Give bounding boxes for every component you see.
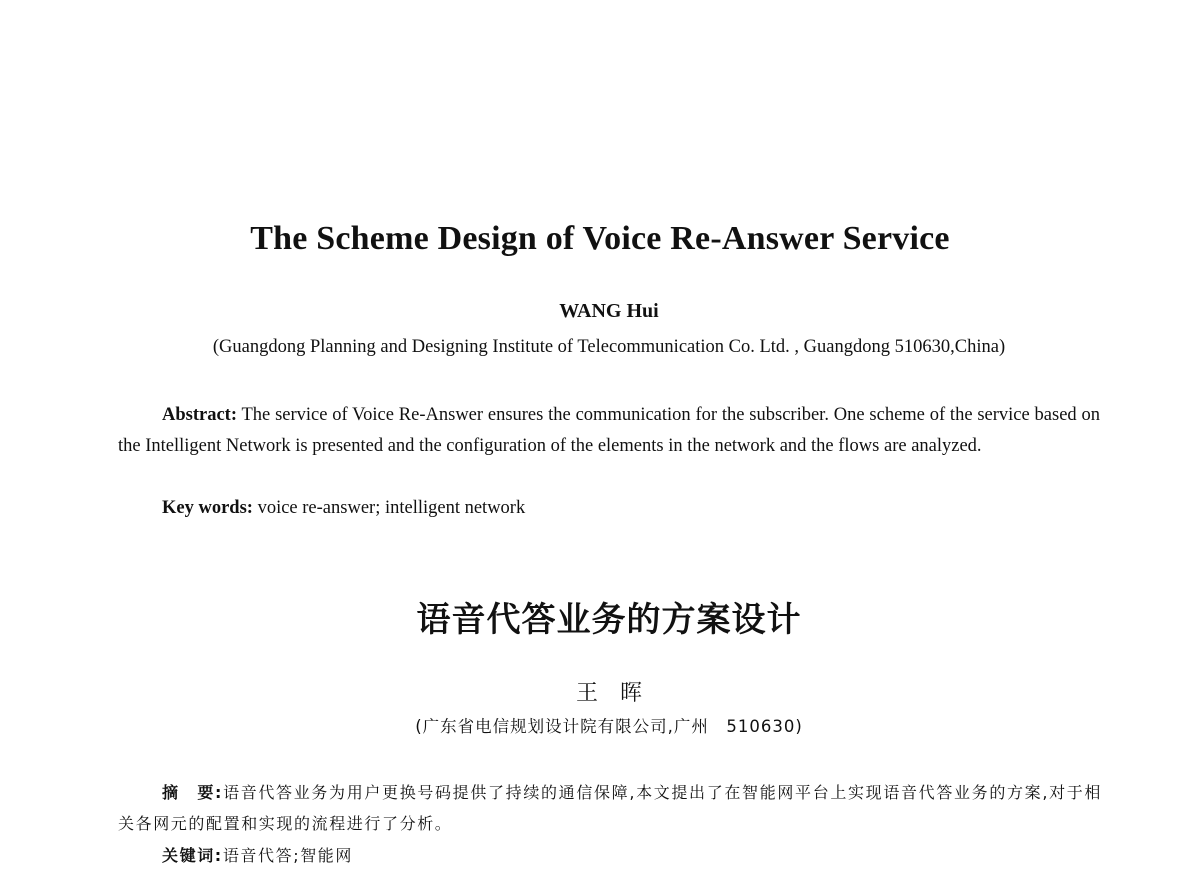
chinese-keywords-text: 语音代答;智能网: [222, 846, 354, 865]
chinese-abstract: [118, 777, 1102, 839]
chinese-author: 王 晖: [575, 681, 642, 706]
english-abstract-label: Abstract:: [162, 405, 238, 425]
chinese-title: 语音代答业务的方案设计: [416, 600, 802, 640]
chinese-abstract-text: 语音代答业务为用户更换号码提供了持续的通信保障,本文提出了在智能网平台上实现语音代答业务的方案,对于相关各网元的配置和实现的流程进行了分析。: [118, 783, 1102, 833]
english-keywords: [162, 493, 1062, 524]
english-affiliation: (Guangdong Planning and Designing Institute of Telecommunication Co. Ltd. , Guangdong 510630,China): [212, 337, 1006, 357]
chinese-keywords-label: 关键词:: [162, 846, 223, 865]
chinese-affiliation: (广东省电信规划设计院有限公司,广州 510630): [415, 717, 803, 736]
english-title: The Scheme Design of Voice Re-Answer Service: [250, 220, 950, 257]
chinese-keywords: [162, 840, 962, 871]
english-keywords-text: voice re-answer; intelligent network: [252, 498, 526, 518]
english-keywords-label: Key words:: [162, 498, 253, 518]
chinese-abstract-label: 摘 要:: [162, 783, 223, 802]
english-abstract: [118, 400, 1100, 462]
english-author: WANG Hui: [559, 300, 659, 322]
english-abstract-text: The service of Voice Re-Answer ensures the communication for the subscriber. One scheme of the service based on the Intelligent Network is presented and the configuration of the elements in the network and the flows are analyzed.: [118, 405, 1100, 456]
